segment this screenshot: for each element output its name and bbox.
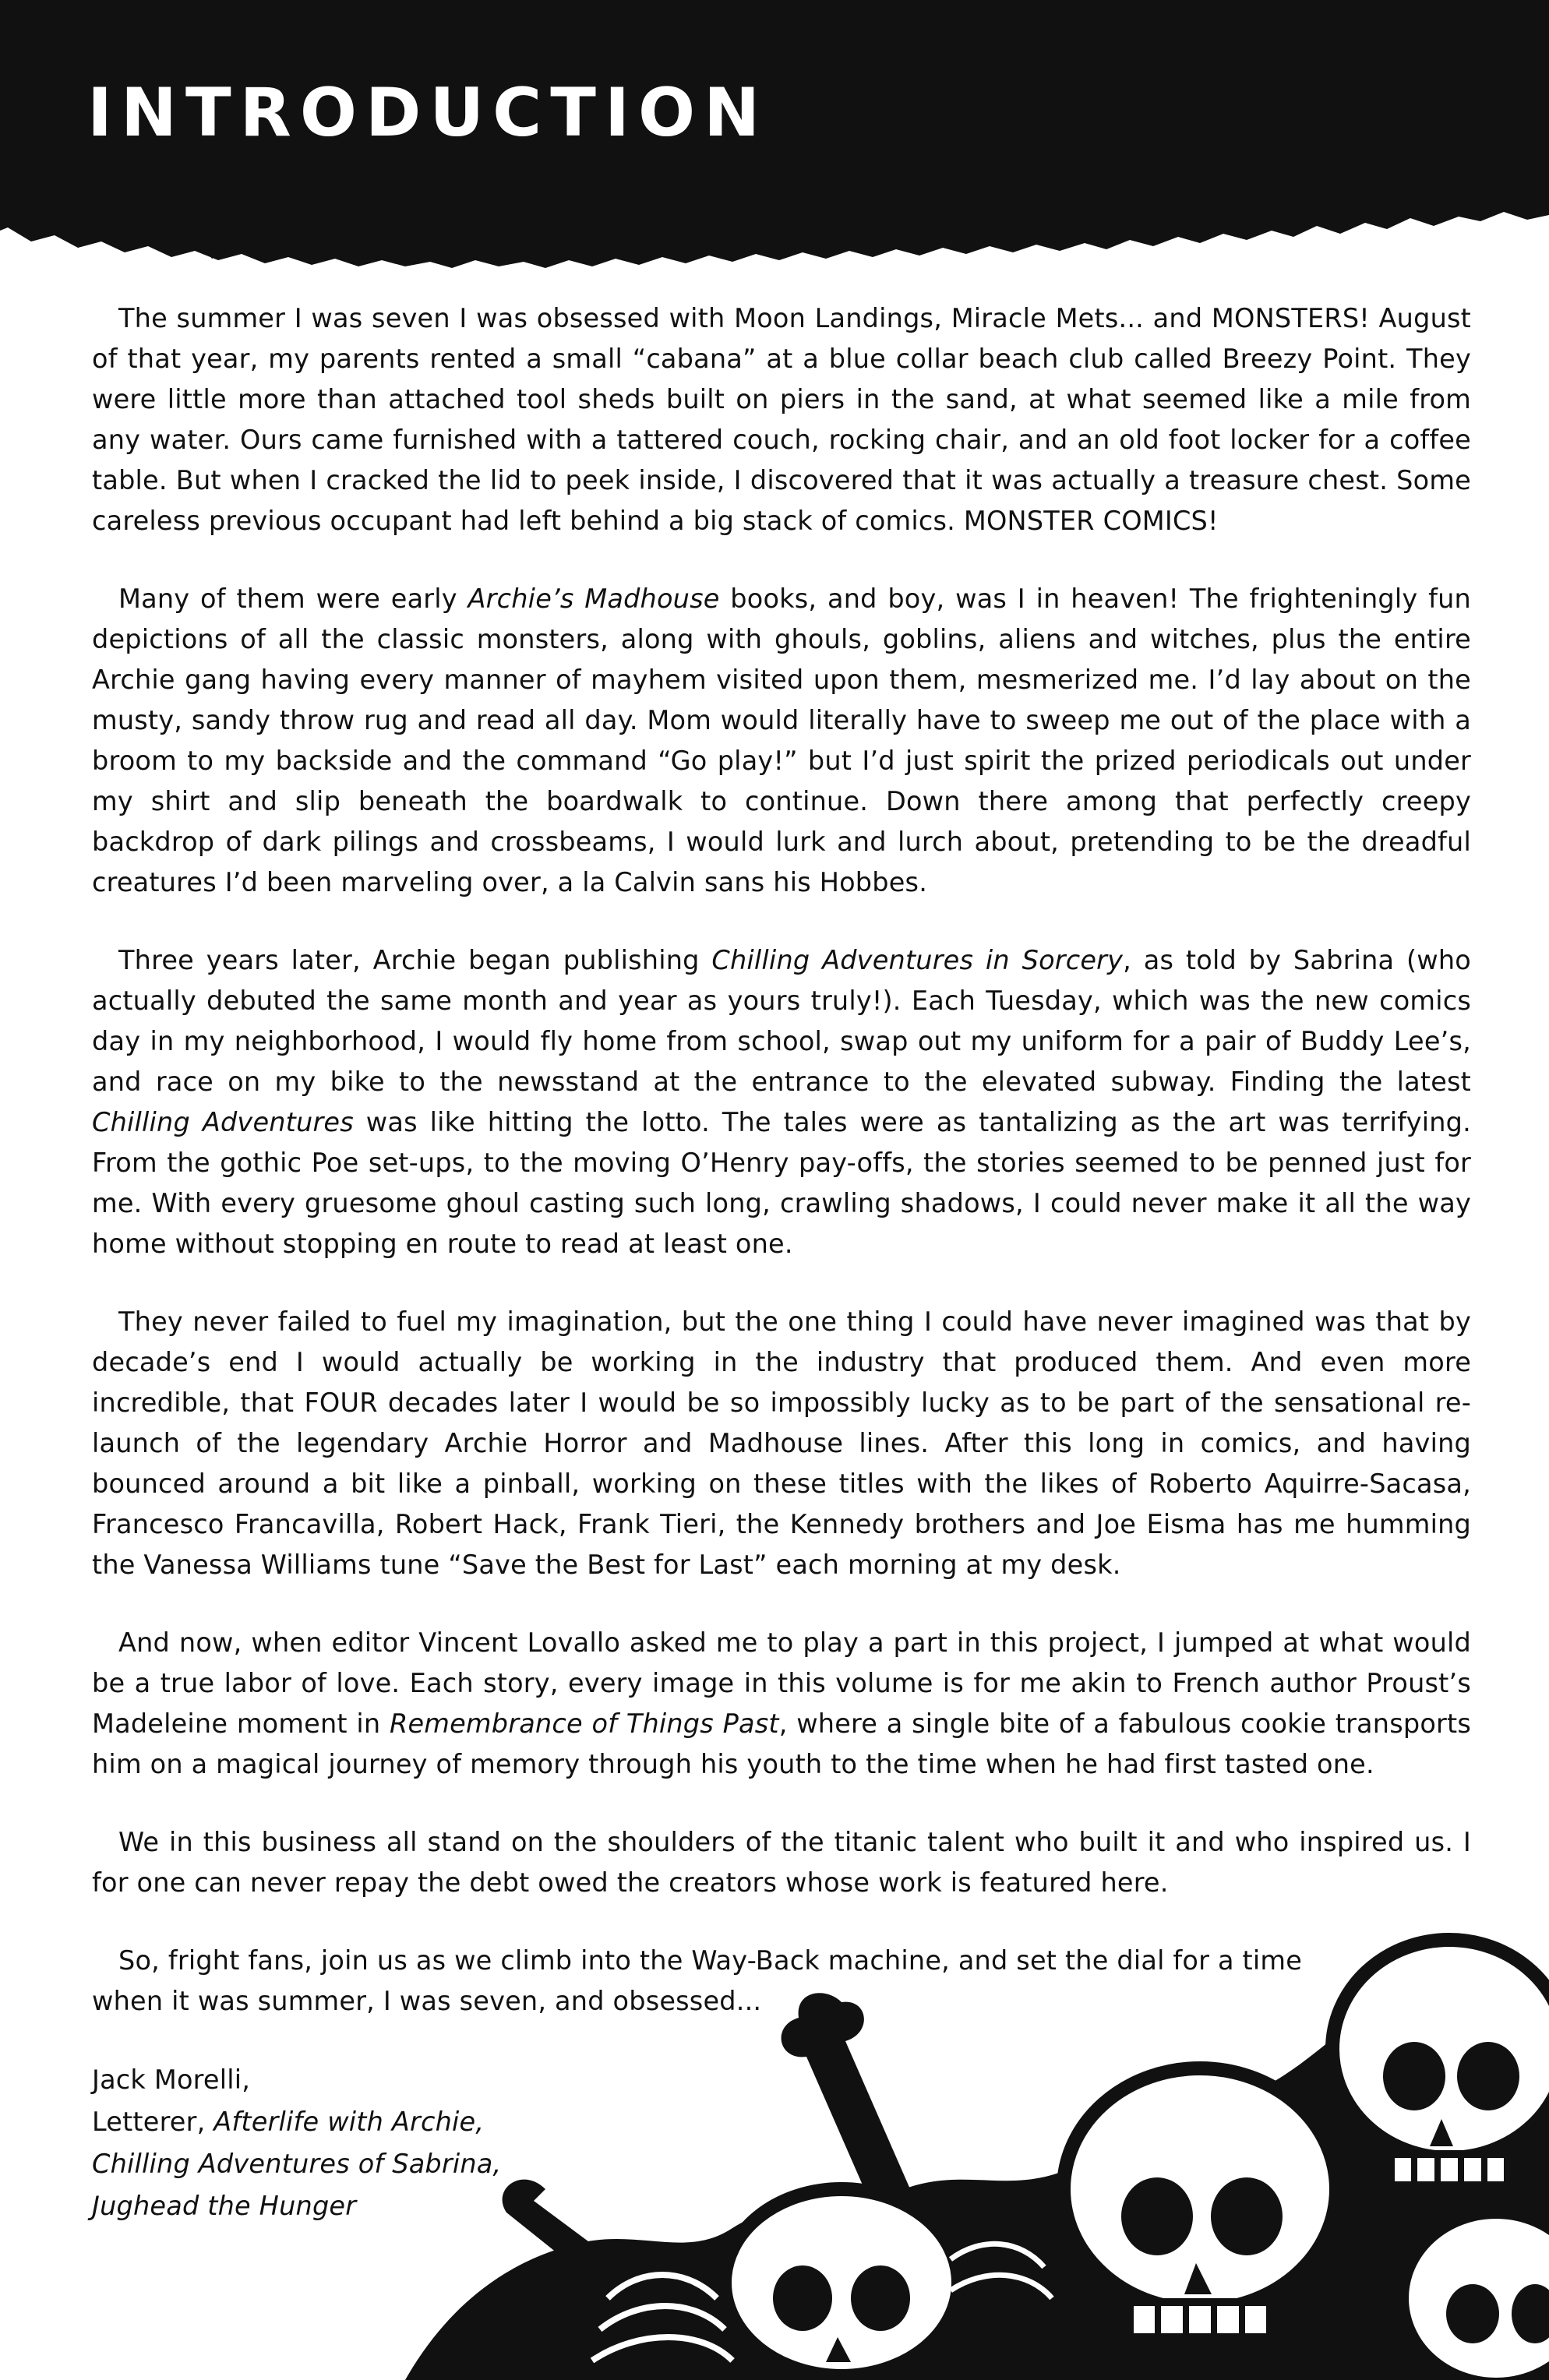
skulls-and-bones-icon [405, 1932, 1549, 2380]
author-role: Letterer, Afterlife with Archie, [92, 2107, 485, 2137]
skull-icon [1403, 2213, 1549, 2380]
torn-edge [0, 179, 1549, 296]
author-credit: Chilling Adventures of Sabrina, [92, 2149, 502, 2179]
book-title: Archie’s Madhouse [468, 584, 720, 614]
paragraph: Many of them were early Archie’s Madhouse books, and boy, was I in heaven! The frighteningly fun depictions of all the classic monsters, along with ghouls, goblins, aliens and witches, plus the entire Archie gang having every manner of mayhem visited upon them, mesmerized me. I’d lay about on the musty, sandy throw rug and read all day. Mom would literally have to sweep me out of the place with a broom to my backside and the command “Go play!” but I’d just spirit the prized periodicals out under my shirt and slip beneath the boardwalk to continue. Down there among that perfectly creepy backdrop of dark pilings and crossbeams, I would lurk and lurch about, pretending to be the dreadful creatures I’d been marveling over, a la Calvin sans his Hobbes. [92, 584, 1471, 897]
paragraph: Three years later, Archie began publishing Chilling Adventures in Sorcery, as told by Sabrina (who actually debuted the same month and year as yours truly!). Each Tuesday, which was the new comics day in my neighborhood, I would fly home from school, swap out my uniform for a pair of Buddy Lee’s, and race on my bike to the newsstand at the entrance to the elevated subway. Finding the latest Chilling Adventures was like hitting the lotto. The tales were as tantalizing as the art was terrifying. From the gothic Poe set-ups, to the moving O’Henry pay-offs, the stories seemed to be penned just for me. With every gruesome ghoul casting such long, crawling shadows, I could never make it all the way home without stopping en route to read at least one. [92, 945, 1471, 1259]
paragraph: We in this business all stand on the shoulders of the titanic talent who built it and who inspired us. I for one can never repay the debt owed the creators whose work is featured here. [92, 1827, 1471, 1898]
page-title: INTRODUCTION [87, 74, 769, 152]
author-name: Jack Morelli, [92, 2064, 251, 2095]
paragraph: And now, when editor Vincent Lovallo asked me to play a part in this project, I jumped at what would be a true labor of love. Each story, every image in this volume is for me akin to French author Proust’s Madeleine moment in Remembrance of Things Past, where a single bite of a fabulous cookie transports him on a magical journey of memory through his youth to the time when he had first tasted one. [92, 1627, 1471, 1779]
author-credit: Jughead the Hunger [92, 2191, 357, 2221]
book-title: Chilling Adventures [92, 1107, 354, 1137]
paragraph: They never failed to fuel my imagination, but the one thing I could have never imagined was that by decade’s end I would actually be working in the industry that produced them. And even more incredible, that FOUR decades later I would be so impossibly lucky as to be part of the sensational re-launch of the legendary Archie Horror and Madhouse lines. After this long in comics, and having bounced around a bit like a pinball, working on these titles with the likes of Roberto Aquirre-Sacasa, Francesco Francavilla, Robert Hack, Frank Tieri, the Kennedy brothers and Joe Eisma has me humming the Vanessa Williams tune “Save the Best for Last” each morning at my desk. [92, 1306, 1471, 1580]
book-title: Remembrance of Things Past [390, 1708, 779, 1739]
paragraph: The summer I was seven I was obsessed with Moon Landings, Miracle Mets... and MONSTERS! August of that year, my parents rented a small “cabana” at a blue collar beach club called Breezy Point. They were little more than attached tool sheds built on piers in the sand, at what seemed like a mile from any water. Ours came furnished with a tattered couch, rocking chair, and an old foot locker for a coffee table. But when I cracked the lid to peek inside, I discovered that it was actually a treasure chest. Some careless previous occupant had left behind a big stack of comics. MONSTER COMICS! [92, 303, 1471, 536]
skull-icon [725, 2189, 958, 2376]
book-title: Chilling Adventures in Sorcery [711, 945, 1124, 975]
paragraph: So, fright fans, join us as we climb into the Way-Back machine, and set the dial for a time when it was summer, I was seven, and obsessed... [92, 1945, 1303, 2016]
